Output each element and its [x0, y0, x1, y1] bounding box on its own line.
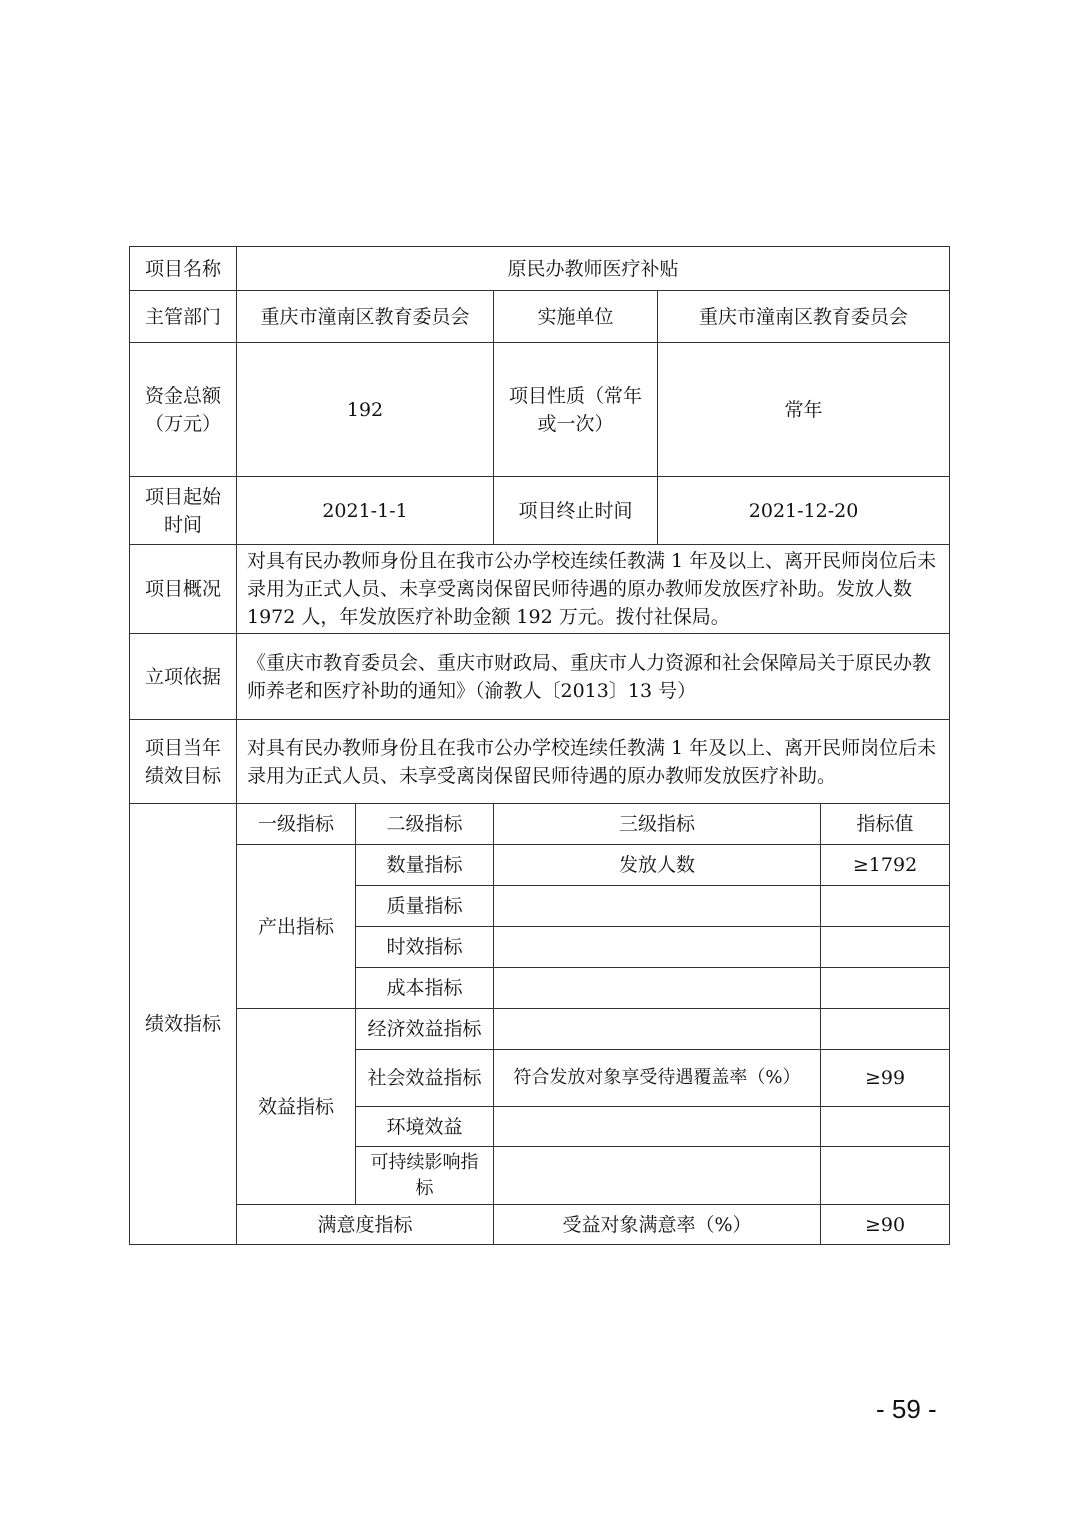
end-date-label: 项目终止时间 — [494, 477, 658, 545]
overview-text: 对具有民办教师身份且在我市公办学校连续任教满 1 年及以上、离开民师岗位后未录用为正式人员、未享受离岗保留民师待遇的原办教师发放医疗补助。发放人数 1972 人，年发放医疗补助金额 192 万元。拨付社保局。 — [237, 545, 950, 634]
table-row-l3 — [494, 1009, 821, 1050]
table-row-value — [821, 1107, 950, 1147]
project-table — [129, 246, 950, 1245]
table-row-l2: 经济效益指标 — [356, 1009, 494, 1050]
table-row-l3 — [494, 886, 821, 927]
table-row-value — [821, 1009, 950, 1050]
table-row-value: ≥1792 — [821, 845, 950, 886]
goal-label: 项目当年绩效目标 — [130, 720, 237, 804]
project-name-label: 项目名称 — [130, 247, 237, 291]
table-row-value — [821, 1147, 950, 1205]
satisfaction-label: 满意度指标 — [237, 1205, 494, 1245]
table-row-l2: 环境效益 — [356, 1107, 494, 1147]
indicators-label: 绩效指标 — [130, 804, 237, 1245]
table-row-l2: 社会效益指标 — [356, 1050, 494, 1107]
table-row-value: ≥99 — [821, 1050, 950, 1107]
table-row-l3 — [494, 927, 821, 968]
basis-label: 立项依据 — [130, 634, 237, 720]
impl-unit-value: 重庆市潼南区教育委员会 — [658, 291, 950, 343]
table-row-l2: 时效指标 — [356, 927, 494, 968]
output-indicator-label: 产出指标 — [237, 845, 356, 1009]
table-row-l2: 质量指标 — [356, 886, 494, 927]
end-date-value: 2021-12-20 — [658, 477, 950, 545]
page-number: - 59 - — [876, 1394, 937, 1424]
table-row-l2: 数量指标 — [356, 845, 494, 886]
project-name-value: 原民办教师医疗补贴 — [237, 247, 950, 291]
satisfaction-value: ≥90 — [821, 1205, 950, 1245]
table-row-value — [821, 927, 950, 968]
table-row-l2: 可持续影响指标 — [356, 1147, 494, 1205]
table-row-value — [821, 886, 950, 927]
funds-value: 192 — [237, 343, 494, 477]
satisfaction-l3: 受益对象满意率（%） — [494, 1205, 821, 1245]
start-date-label: 项目起始时间 — [130, 477, 237, 545]
department-label: 主管部门 — [130, 291, 237, 343]
goal-text: 对具有民办教师身份且在我市公办学校连续任教满 1 年及以上、离开民师岗位后未录用为正式人员、未享受离岗保留民师待遇的原办教师发放医疗补助。 — [237, 720, 950, 804]
nature-label: 项目性质（常年或一次） — [494, 343, 658, 477]
table-row-l3 — [494, 1107, 821, 1147]
table-row-l2: 成本指标 — [356, 968, 494, 1009]
header-level3: 三级指标 — [494, 804, 821, 845]
table-row-l3: 符合发放对象享受待遇覆盖率（%） — [494, 1050, 821, 1107]
table-row-value — [821, 968, 950, 1009]
department-value: 重庆市潼南区教育委员会 — [237, 291, 494, 343]
overview-label: 项目概况 — [130, 545, 237, 634]
header-value: 指标值 — [821, 804, 950, 845]
funds-label: 资金总额（万元） — [130, 343, 237, 477]
table-row-l3: 发放人数 — [494, 845, 821, 886]
table-row-l3 — [494, 1147, 821, 1205]
impl-unit-label: 实施单位 — [494, 291, 658, 343]
start-date-value: 2021-1-1 — [237, 477, 494, 545]
nature-value: 常年 — [658, 343, 950, 477]
basis-text: 《重庆市教育委员会、重庆市财政局、重庆市人力资源和社会保障局关于原民办教师养老和医疗补助的通知》（渝教人〔2013〕13 号） — [237, 634, 950, 720]
table-row-l3 — [494, 968, 821, 1009]
header-level1: 一级指标 — [237, 804, 356, 845]
header-level2: 二级指标 — [356, 804, 494, 845]
benefit-indicator-label: 效益指标 — [237, 1009, 356, 1205]
